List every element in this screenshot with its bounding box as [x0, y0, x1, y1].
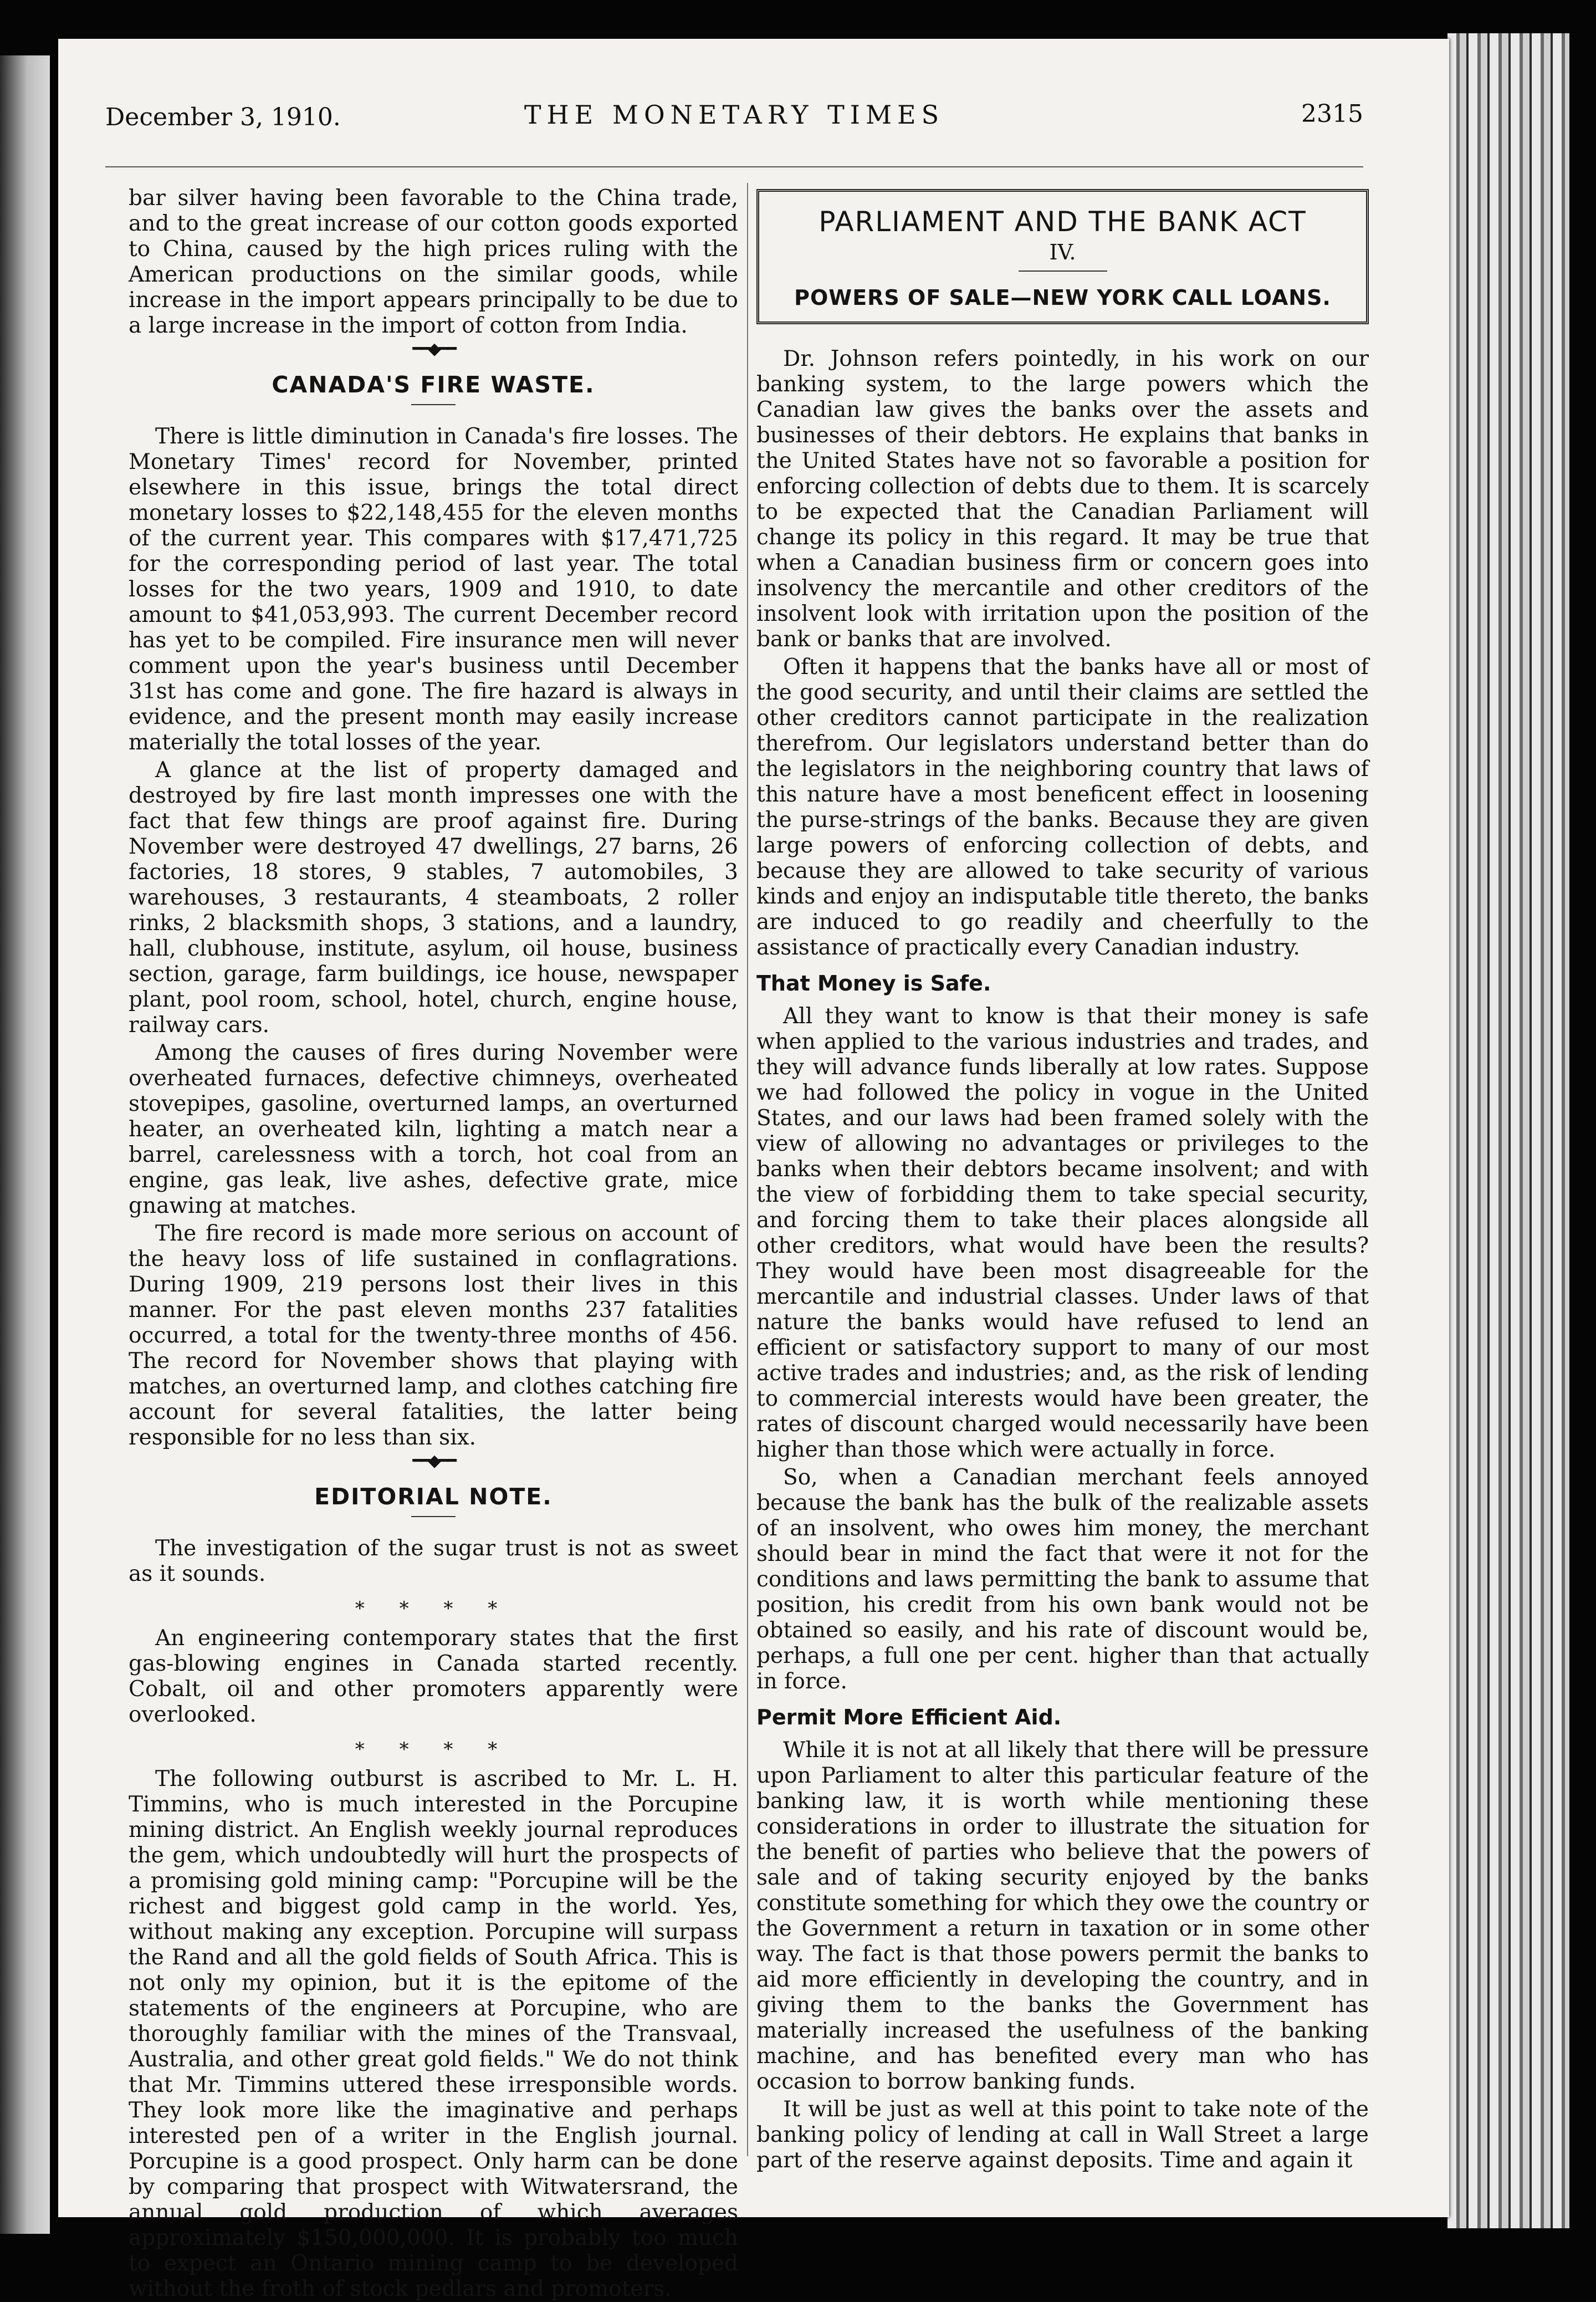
bank-paragraph-4: So, when a Canadian merchant feels annoyed because the bank has the bulk of the realizable assets of an insolvent, who owes him money, the merchant should bear in mind the fact that were it not for the conditions and laws permitting the bank to assume that position, his credit from his own bank would not be obtained so easily, and his rate of discount would be, perhaps, a full one per cent. higher than that actually in force. — [756, 1465, 1369, 1694]
editorial-paragraph-3: The following outburst is ascribed to Mr. L. H. Timmins, who is much interested in the Porcupine mining district. An English weekly journal reproduces the gem, which undoubtedly will hurt the prospects of a promising gold mining camp: "Porcupine will be the richest and biggest gold camp in the world. Yes, without making any exception. Porcupine will surpass the Rand and all the gold fields of South Africa. This is not only my opinion, but it is the epitome of the statements of the engineers at Porcupine, who are thoroughly familiar with the mines of the Transvaal, Australia, and other great gold fields." We do not think that Mr. Timmins uttered these irresponsible words. They look more like the imaginative and perhaps interested pen of a writer in the English journal. Porcupine is a good prospect. Only harm can be done by comparing that prospect with Witwatersrand, the annual gold production of which averages approximately $150,000,000. It is probably too much to expect an Ontario mining camp to be developed without the froth of stock pedlars and promoters. — [129, 1767, 738, 2301]
article-title-box — [756, 189, 1369, 324]
bank-paragraph-5: While it is not at all likely that there will be pressure upon Parliament to alter this particular feature of the banking law, it is worth while mentioning these considerations in order to illustrate the situation for the benefit of parties who believe that the powers of sale and of taking security enjoyed by the banks constitute something for which they owe the country or the Government a return in taxation or in some other way. The fact is that those powers permit the banks to aid more efficiently in developing the country, and in giving them to the banks the Government has materially increased the usefulness of the banking machine, and has benefited every man who has occasion to borrow banking funds. — [756, 1738, 1369, 2094]
header-rule — [105, 166, 1363, 167]
article-subtitle: POWERS OF SALE—NEW YORK CALL LOANS. — [794, 285, 1331, 310]
editorial-paragraph-1: The investigation of the sugar trust is not as sweet as it sounds. — [129, 1536, 738, 1586]
fire-paragraph-2: A glance at the list of property damaged and destroyed by fire last month impresses one with the fact that few things are proof against fire. During November were destroyed 47 dwellings, 27 barns, 26 factories, 18 stores, 9 stables, 7 automobiles, 3 warehouses, 3 restaurants, 4 steamboats, 2 roller rinks, 2 blacksmith shops, 3 stations, and a laundry, hall, clubhouse, institute, asylum, oil house, business section, garage, farm buildings, ice house, newspaper plant, pool room, school, hotel, church, engine house, railway cars. — [129, 758, 738, 1038]
bank-paragraph-3: All they want to know is that their money is safe when applied to the various industries and trades, and they will advance funds liberally at low rates. Suppose we had followed the policy in vogue in the United States, and our laws had been framed solely with the view of allowing no advantages or privileges to the banks when their debtors became insolvent; and with the view of forbidding them to take special security, and forcing them to take their places alongside all other creditors, what would have been the results? They would have been most disagreeable for the mercantile and industrial classes. Under laws of that nature the banks would have refused to lend an efficient or satisfactory support to many of our most active trades and industries; and, as the risk of lending to commercial interests would have been greater, the rates of discount charged would necessarily have been higher than those which were actually in force. — [756, 1004, 1369, 1462]
stacked-page-edges — [1447, 33, 1569, 2228]
fire-paragraph-1: There is little diminution in Canada's fire losses. The Monetary Times' record for November, printed elsewhere in this issue, brings the total direct monetary losses to $22,148,455 for the eleven months of the current year. This compares with $17,471,725 for the corresponding period of last year. The total losses for the two years, 1909 and 1910, to date amount to $41,053,993. The current December record has yet to be compiled. Fire insurance men will never comment upon the year's business until December 31st has come and gone. The fire hazard is always in evidence, and the present month may easily increase materially the total losses of the year. — [129, 424, 738, 755]
separator-stars: * * * * — [355, 1597, 512, 1620]
article-title: PARLIAMENT AND THE BANK ACT — [819, 206, 1307, 238]
issue-date: December 3, 1910. — [105, 103, 341, 131]
section-ornament: ━━◆━━ — [412, 339, 454, 359]
section-ornament: ━━◆━━ — [412, 1451, 454, 1471]
heading-rule — [411, 404, 456, 405]
left-column — [129, 186, 738, 2301]
bank-paragraph-1: Dr. Johnson refers pointedly, in his work on our banking system, to the large powers which the Canadian law gives the banks over the assets and businesses of their debtors. He explains that banks in the United States have not so favorable a position for enforcing collection of debts due to them. It is scarcely to be expected that the Canadian Parliament will change its policy in this regard. It may be true that when a Canadian business firm or concern goes into insolvency the mercantile and other creditors of the insolvent look with irritation upon the position of the bank or banks that are involved. — [756, 346, 1369, 652]
fire-paragraph-3: Among the causes of fires during November were overheated furnaces, defective chimneys, overheated stovepipes, gasoline, overturned lamps, an overturned heater, an overheated kiln, lighting a match near a barrel, carelessness with a torch, hot coal from an engine, gas leak, live ashes, defective grate, mice gnawing at matches. — [129, 1040, 738, 1218]
adjacent-page-edge — [0, 55, 50, 2234]
publication-title: THE MONETARY TIMES — [524, 100, 945, 130]
editorial-note-heading: EDITORIAL NOTE. — [314, 1483, 553, 1510]
fire-waste-heading: CANADA'S FIRE WASTE. — [272, 371, 595, 398]
page-header — [105, 89, 1363, 144]
column-divider — [747, 183, 748, 2156]
title-rule — [1019, 270, 1107, 272]
page-number: 2315 — [1301, 100, 1363, 128]
subheading-money-safe: That Money is Safe. — [756, 971, 991, 996]
article-part-number: IV. — [1049, 240, 1076, 264]
subheading-efficient-aid: Permit More Efficient Aid. — [756, 1705, 1062, 1729]
fire-paragraph-4: The fire record is made more serious on account of the heavy loss of life sustained in conflagrations. During 1909, 219 persons lost their lives in this manner. For the past eleven months 237 fatalities occurred, a total for the twenty-three months of 456. The record for November shows that playing with matches, an overturned lamp, and clothes catching fire account for several fatalities, the latter being responsible for no less than six. — [129, 1221, 738, 1450]
separator-stars: * * * * — [355, 1738, 512, 1760]
editorial-paragraph-2: An engineering contemporary states that the first gas-blowing engines in Canada started recently. Cobalt, oil and other promoters apparently were overlooked. — [129, 1626, 738, 1727]
bank-paragraph-6: It will be just as well at this point to take note of the banking policy of lending at call in Wall Street a large part of the reserve against deposits. Time and again it — [756, 2097, 1369, 2173]
right-column — [756, 186, 1369, 2173]
intro-paragraph: bar silver having been favorable to the China trade, and to the great increase of our cotton goods exported to China, caused by the high prices ruling with the American productions on the similar goods, while increase in the import appears principally to be due to a large increase in the import of cotton from India. — [129, 186, 738, 338]
bank-paragraph-2: Often it happens that the banks have all or most of the good security, and until their claims are settled the other creditors cannot participate in the realization therefrom. Our legislators understand better than do the legislators in the neighboring country that laws of this nature have a most beneficent effect in loosening the purse-strings of the banks. Because they are given large powers of enforcing collection of debts, and because they are allowed to take security of various kinds and enjoy an indisputable title thereto, the banks are induced to go readily and cheerfully to the assistance of practically every Canadian industry. — [756, 655, 1369, 960]
heading-rule — [411, 1516, 456, 1517]
